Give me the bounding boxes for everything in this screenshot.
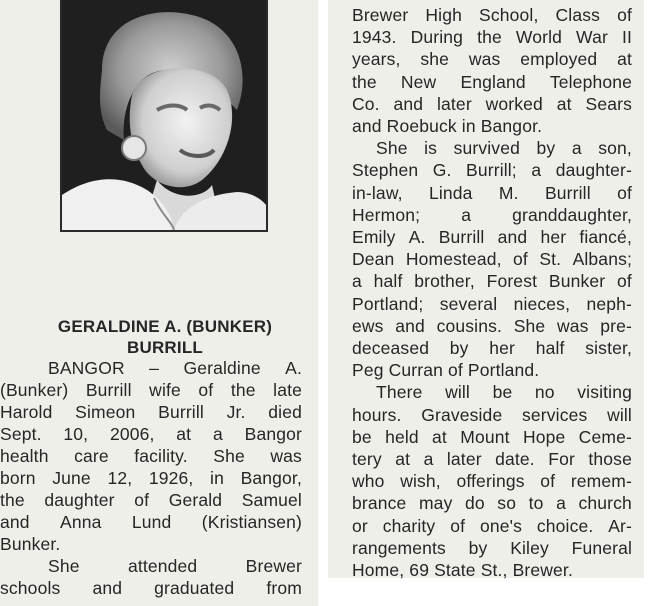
text-line: Bunker. bbox=[0, 534, 61, 554]
portrait-photo bbox=[60, 0, 268, 232]
text-line: schools and graduated from bbox=[0, 578, 302, 598]
text-line: the daughter of Gerald Samuel bbox=[0, 490, 302, 510]
text-line: Stephen G. Burrill; a daughter- bbox=[352, 160, 632, 181]
text-line: a half brother, Forest Bunker of bbox=[352, 271, 632, 292]
text-line: brance may do so to a church bbox=[352, 493, 632, 514]
left-column bbox=[0, 0, 318, 606]
obituary-name-line-1: GERALDINE A. (BUNKER) bbox=[57, 317, 273, 336]
text-line: BANGOR – Geraldine A. bbox=[48, 358, 302, 378]
text-line: and Roebuck in Bangor. bbox=[352, 116, 543, 136]
text-line: Hermon; a granddaughter, bbox=[352, 204, 632, 225]
text-line: or charity of one's choice. Ar- bbox=[352, 515, 632, 536]
text-line: She attended Brewer bbox=[48, 556, 302, 576]
text-line: Dean Homestead, of St. Albans; bbox=[352, 249, 632, 270]
text-line: Brewer High School, Class of bbox=[352, 5, 632, 25]
text-line: health care facility. She was bbox=[0, 446, 302, 466]
text-line: Home, 69 State St., Brewer. bbox=[352, 560, 573, 580]
text-line: There will be no visiting bbox=[376, 382, 632, 403]
text-line: Harold Simeon Burrill Jr. died bbox=[0, 402, 302, 422]
text-line: and Anna Lund (Kristiansen) bbox=[0, 512, 302, 532]
text-line: She is survived by a son, bbox=[376, 138, 632, 159]
text-line: be held at Mount Hope Ceme- bbox=[352, 426, 632, 447]
text-line: tery at a later date. For those bbox=[352, 449, 632, 469]
text-line: who wish, offerings of remem- bbox=[352, 471, 632, 492]
text-line: hours. Graveside services will bbox=[352, 404, 632, 425]
text-line: Co. and later worked at Sears bbox=[352, 93, 632, 114]
text-line: Portland; several nieces, neph- bbox=[352, 293, 632, 314]
text-line: Emily A. Burrill and her fiancé, bbox=[352, 227, 632, 247]
text-line: 1943. During the World War II bbox=[352, 27, 632, 48]
text-line: the New England Telephone bbox=[352, 71, 632, 92]
text-line: (Bunker) Burrill wife of the late bbox=[0, 380, 302, 400]
text-line: born June 12, 1926, in Bangor, bbox=[0, 468, 302, 488]
text-line: years, she was employed at bbox=[352, 49, 632, 70]
text-line: rangements by Kiley Funeral bbox=[352, 537, 632, 558]
text-line: ews and cousins. She was pre- bbox=[352, 315, 632, 336]
text-line: deceased by her half sister, bbox=[352, 338, 632, 358]
right-column bbox=[328, 0, 644, 578]
text-line: Sept. 10, 2006, at a Bangor bbox=[0, 424, 302, 444]
obituary-name-line-2: BURRILL bbox=[127, 338, 203, 357]
text-line: Peg Curran of Portland. bbox=[352, 360, 540, 381]
text-line: in-law, Linda M. Burrill of bbox=[352, 182, 632, 203]
